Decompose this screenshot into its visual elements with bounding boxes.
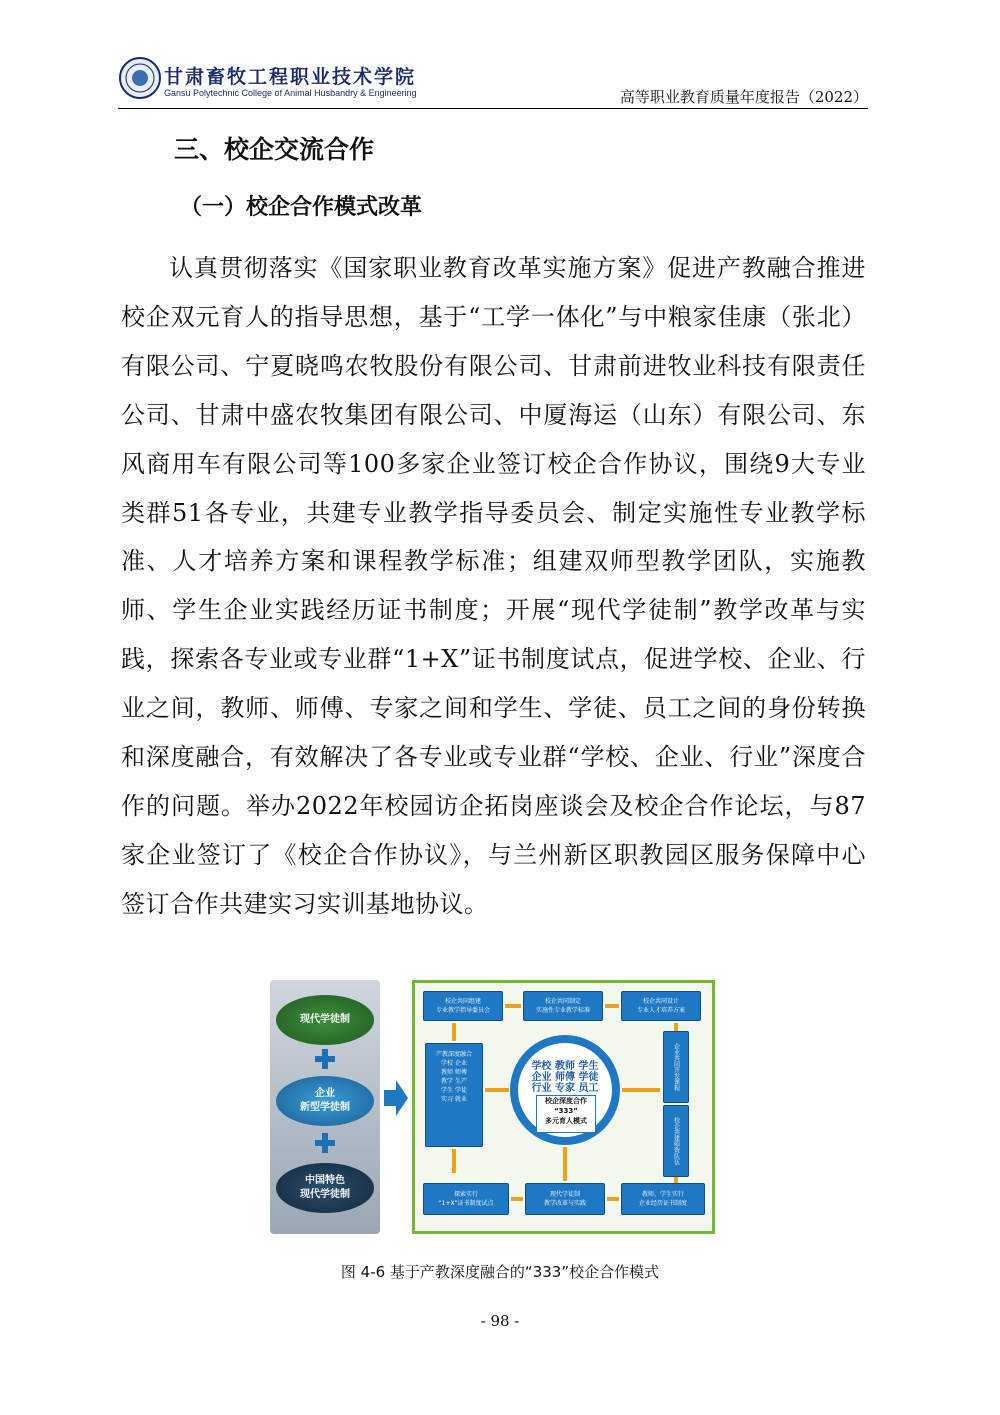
arrow-connector: [452, 1149, 456, 1173]
box-teaching-committee: 校企共同组建 专业教学指导委员会: [423, 991, 503, 1021]
figure-caption: 图 4-6 基于产教深度融合的“333”校企合作模式: [340, 1263, 660, 1281]
body-paragraph: 认真贯彻落实《国家职业教育改革实施方案》促进产教融合推进校企双元育人的指导思想，基于“工学一体化”与中粮家佳康（张北）有限公司、宁夏晓鸣农牧股份有限公司、甘肃前进牧业科技有限责任公司、甘肃中盛农牧集团有限公司、中厦海运（山东）有限公司、东风商用车有限公司等100多家企业签订校企合作协议，围绕9大专业类群51各专业，共建专业教学指导委员会、制定实施性专业教学标准、人才培养方案和课程教学标准；组建双师型教学团队，实施教师、学生企业实践经历证书制度；开展“现代学徒制”教学改革与实践，探索各专业或专业群“1+X”证书制度试点，促进学校、企业、行业之间，教师、师傅、专家之间和学生、学徒、员工之间的身份转换和深度融合，有效解决了各专业或专业群“学校、企业、行业”深度合作的问题。举办2022年校园访企拓岗座谈会及校企合作论坛，与87家企业签订了《校企合作协议》，与兰州新区职教园区服务保障中心签订合作共建实习实训基地协议。: [121, 254, 866, 918]
subsection-heading: （一）校企合作模式改革: [180, 195, 423, 220]
page-header: [118, 54, 868, 110]
box-teacher-team: 校企共建师资队伍: [663, 1105, 689, 1177]
cooperation-circle: [510, 1035, 620, 1145]
arrow-connector: [674, 1023, 678, 1031]
cooperation-model-figure: [270, 980, 716, 1234]
oval-modern-apprenticeship: [276, 995, 374, 1045]
school-name-en: Gansu Polytechnic College of Animal Husbandry & Engineering: [164, 88, 417, 98]
plus-icon: [315, 1049, 335, 1069]
box-experience-certificate: 教师、学生实行 企业经历证书制度: [621, 1183, 705, 1215]
box-teaching-standard: 校企共同制定 实施性专业教学标准: [523, 991, 603, 1021]
school-logo-icon: [118, 56, 162, 100]
arrow-connector: [563, 1147, 567, 1181]
arrow-connector: [622, 1088, 660, 1092]
box-apprenticeship-reform: 现代学徒制 教学改革与实践: [525, 1183, 605, 1215]
box-integration: 产教深度融合 学校 企业 教师 师傅 教学 生产 学生 学徒 实习 就业: [425, 1043, 483, 1147]
arrow-connector: [452, 1023, 456, 1041]
box-talent-plan: 校企共同设计 专业人才培养方案: [621, 991, 701, 1021]
box-1x-certificate: 探索实行 “1+X”证书制度试点: [423, 1183, 509, 1215]
oval2-label: 企业 新型学徒制: [300, 1088, 350, 1113]
arrow-connector: [505, 1004, 521, 1008]
oval3-label: 中国特色 现代学徒制: [300, 1175, 350, 1200]
apprenticeship-panel: [270, 980, 380, 1234]
circle-roles: 学校 教师 学生 企业 师傅 学徒 行业 专家 员工: [531, 1061, 599, 1094]
oval-enterprise-apprenticeship: [276, 1076, 374, 1126]
oval1-label: 现代学徒制: [300, 1014, 350, 1025]
arrow-right-icon: [384, 1080, 408, 1116]
oval-chinese-apprenticeship: [276, 1163, 374, 1213]
circle-center-label: 校企深度合作 “333” 多元育人模式: [536, 1095, 596, 1133]
arrow-connector: [605, 1004, 619, 1008]
arrow-connector: [511, 1197, 523, 1201]
section-heading: 三、校企交流合作: [174, 135, 375, 164]
report-title: 高等职业教育质量年度报告（2022）: [619, 88, 868, 106]
box-course-development: 企业共同开发课程: [663, 1031, 689, 1103]
model-panel: [412, 980, 715, 1234]
page-number: - 98 -: [480, 1312, 520, 1330]
arrow-connector: [485, 1088, 509, 1092]
school-name-cn: 甘肃畜牧工程职业技术学院: [164, 66, 417, 88]
plus-icon: [315, 1133, 335, 1153]
header-divider: [118, 108, 868, 109]
arrow-connector: [607, 1197, 619, 1201]
